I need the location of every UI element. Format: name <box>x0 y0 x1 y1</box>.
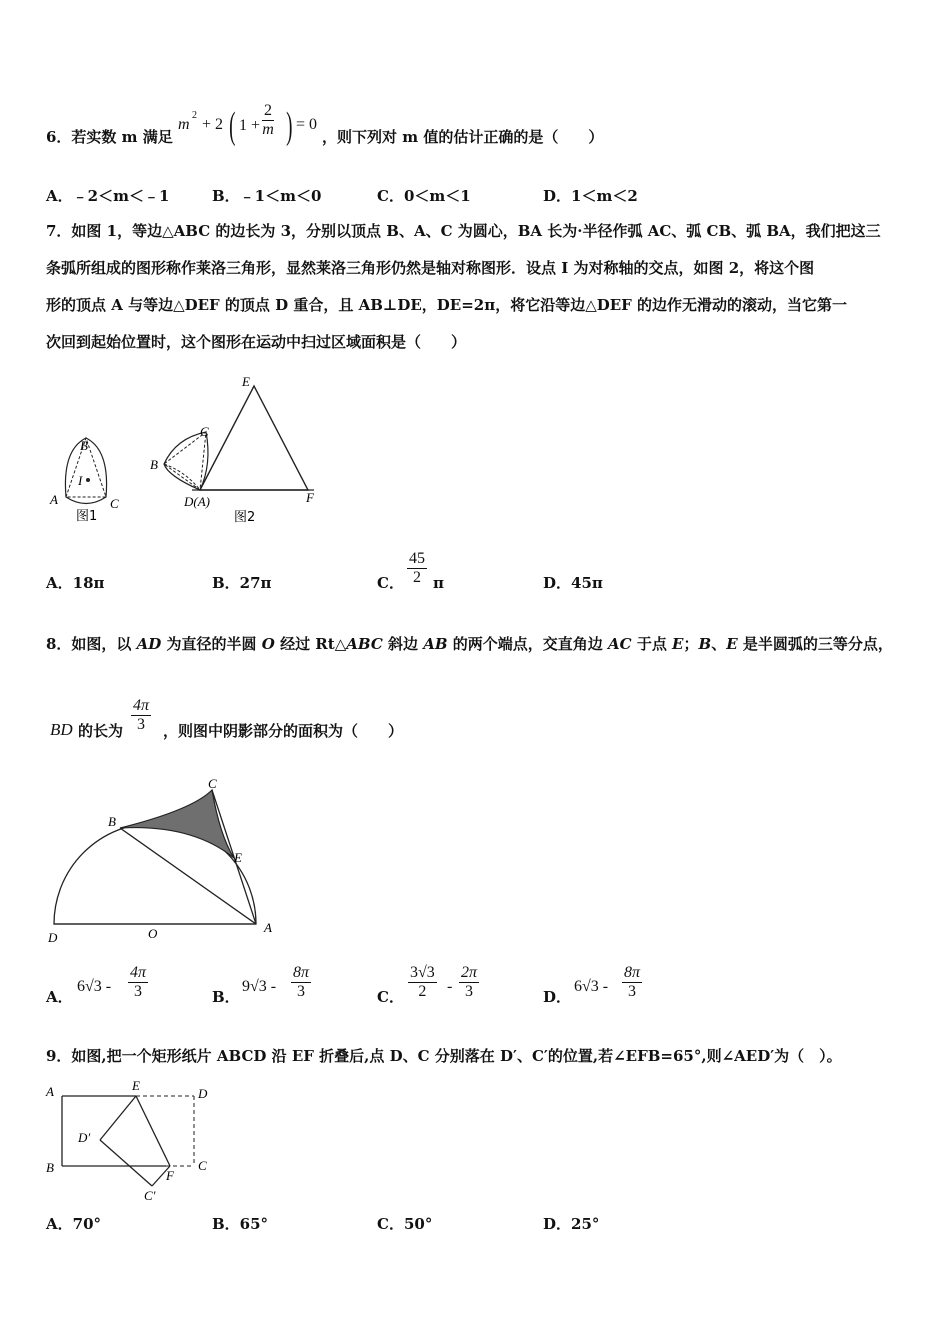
q7-option-c-prefix: C． <box>377 574 404 592</box>
q7-line-3: 形的顶点 A 与等边△DEF 的顶点 D 重合，且 AB⊥DE，DE=2π，将它沿等边△DEF 的边作无滑动的滚动，当它第一 <box>46 296 848 314</box>
q8-stem-var: AC <box>608 635 632 653</box>
q7-option-b: B．27π <box>212 574 272 592</box>
q8-stem-var: O <box>261 635 275 653</box>
q7-line-1: 7．如图 1，等边△ABC 的边长为 3，分别以顶点 B、A、C 为圆心，BA 长为·半径作弧 AC、弧 CB、弧 BA，我们把这三 <box>46 222 881 240</box>
q9-label-b: B <box>46 1160 54 1175</box>
q9-label-e: E <box>132 1078 140 1093</box>
fig2-caption: 图2 <box>234 510 256 525</box>
q7-option-c-pi: π <box>433 574 444 592</box>
q8-d-num: 8π <box>624 964 641 981</box>
q8-c-num1: 3√3 <box>410 964 435 981</box>
fig1-label-c: C <box>110 496 119 511</box>
eq-den: m <box>262 121 274 138</box>
q8-stem-part: 的两个端点，交直角边 <box>447 635 609 653</box>
fig1-label-b: B <box>80 438 88 453</box>
q8-option-c-fraction-2 <box>459 964 479 1001</box>
q8-stem-var: AD <box>136 635 162 653</box>
q8-stem-var: B <box>698 635 712 653</box>
q7-option-d: D．45π <box>543 574 603 592</box>
q8-a-num: 4π <box>130 964 147 981</box>
q7-option-c-fraction <box>407 550 427 587</box>
q6-equation <box>178 102 328 152</box>
eq-one-plus: 1 + <box>239 117 261 134</box>
q9-label-d: D <box>198 1086 208 1101</box>
q8-label-o: O <box>148 926 158 941</box>
q8-option-c-op: - <box>447 978 453 995</box>
q9-label-c-prime: C′ <box>144 1188 156 1203</box>
q8-option-d-term: 6√3 - <box>574 978 609 995</box>
q8-stem <box>46 634 893 654</box>
q8-c-den1: 2 <box>418 983 427 1000</box>
fig1-label-i: I <box>78 473 83 488</box>
q9-label-d-prime: D′ <box>78 1130 91 1145</box>
eq-right-paren: ) <box>286 105 293 147</box>
q8-option-b-term: 9√3 - <box>242 978 277 995</box>
q8-stem-part: 斜边 <box>382 635 424 653</box>
eq-square: 2 <box>192 110 197 121</box>
q8-arc-fraction <box>131 697 151 734</box>
q7-figure-1 <box>49 438 119 524</box>
q9-option-a: A．70° <box>46 1215 102 1233</box>
q8-option-d-fraction <box>622 964 642 1001</box>
eq-m: m <box>178 116 190 133</box>
eq-left-paren: ( <box>229 105 236 147</box>
q8-label-a: A <box>264 920 272 935</box>
q8-a-den: 3 <box>134 983 142 1000</box>
fig2-label-d: D(A) <box>184 494 210 509</box>
q8-option-a-fraction <box>128 964 148 1001</box>
q8-arc-suffix: ，则图中阴影部分的面积为（ ） <box>163 722 404 740</box>
q8-stem-var: AB <box>423 635 448 653</box>
q8-option-c-fraction-1 <box>408 964 437 1001</box>
q8-stem-part: 8．如图，以 <box>46 635 137 653</box>
eq-plus-two: + 2 <box>202 116 224 133</box>
q9-figure <box>42 1076 222 1206</box>
q8-option-b-fraction <box>291 964 311 1001</box>
q8-option-c-label: C． <box>377 988 404 1006</box>
q8-b-num: 8π <box>293 964 310 981</box>
q8-stem-part: 经过 Rt△ <box>274 635 347 653</box>
q8-figure <box>42 776 282 944</box>
q7-c-num: 45 <box>409 550 425 567</box>
q8-label-e: E <box>234 850 242 865</box>
q9-option-c: C．50° <box>377 1215 433 1233</box>
q7-line-4: 次回到起始位置时，这个图形在运动中扫过区域面积是（ ） <box>46 333 467 351</box>
q6-stem-prefix: 6．若实数 m 满足 <box>46 128 173 146</box>
eq-fraction <box>262 102 274 139</box>
q9-option-d: D．25° <box>543 1215 600 1233</box>
fig2-label-e: E <box>242 374 250 389</box>
q8-arc-label: BD <box>50 720 73 739</box>
q8-stem-var: ABC <box>346 635 383 653</box>
eq-num: 2 <box>264 102 272 119</box>
q9-label-c: C <box>198 1158 207 1173</box>
q8-d-den: 3 <box>628 983 636 1000</box>
q7-line-2: 条弧所组成的图形称作莱洛三角形，显然莱洛三角形仍然是轴对称图形．设点 I 为对称轴的交点，如图 2，将这个图 <box>46 259 815 277</box>
q9-option-b: B．65° <box>212 1215 269 1233</box>
fig2-label-f: F <box>306 490 314 505</box>
q9-stem: 9．如图,把一个矩形纸片 ABCD 沿 EF 折叠后,点 D、C 分别落在 D′、C′的位置,若∠EFB=65°,则∠AED′为（ ）。 <box>46 1047 842 1065</box>
q8-label-d: D <box>48 930 58 944</box>
fig1-label-a: A <box>50 492 58 507</box>
q7-figures <box>44 372 326 530</box>
q8-label-c: C <box>208 776 217 791</box>
q8-stem-part: ； <box>683 635 699 653</box>
q9-label-a: A <box>46 1084 54 1099</box>
q8-option-b-label: B． <box>212 988 240 1006</box>
q9-label-f: F <box>166 1168 174 1183</box>
q8-label-b: B <box>108 814 116 829</box>
q7-option-a: A．18π <box>46 574 105 592</box>
q8-option-d-label: D． <box>543 988 572 1006</box>
q8-arc-den: 3 <box>137 716 145 733</box>
q8-option-a-label: A． <box>46 988 73 1006</box>
q8-c-num2: 2π <box>461 964 478 981</box>
q8-stem-part: 于点 <box>631 635 673 653</box>
q8-stem-part: 为直径的半圆 <box>161 635 262 653</box>
q6-option-d: D．1＜m＜2 <box>543 187 638 205</box>
q8-stem-var: E <box>726 635 738 653</box>
q8-arc-mid: 的长为 <box>78 722 124 740</box>
fig1-caption: 图1 <box>76 509 98 524</box>
q7-figure-2 <box>150 374 315 525</box>
fig2-label-c: C <box>200 424 209 439</box>
q8-stem-var: E <box>672 635 684 653</box>
q8-option-a-term: 6√3 - <box>77 978 112 995</box>
q8-stem-part: 是半圆弧的三等分点， <box>737 635 893 653</box>
eq-equals-zero: = 0 <box>296 116 318 133</box>
q8-stem-part: 、 <box>711 635 727 653</box>
q7-c-den: 2 <box>413 569 421 586</box>
fig2-label-b: B <box>150 457 158 472</box>
q8-arc-num: 4π <box>133 697 150 714</box>
q6-option-c: C．0＜m＜1 <box>377 187 471 205</box>
q8-b-den: 3 <box>297 983 305 1000</box>
q8-arc-bd <box>50 720 73 740</box>
q6-stem-suffix: ，则下列对 m 值的估计正确的是（ ） <box>322 128 604 146</box>
q8-c-den2: 3 <box>465 983 473 1000</box>
q6-option-a: A．﹣2＜m＜﹣1 <box>46 187 170 205</box>
q6-option-b: B．﹣1＜m＜0 <box>212 187 322 205</box>
